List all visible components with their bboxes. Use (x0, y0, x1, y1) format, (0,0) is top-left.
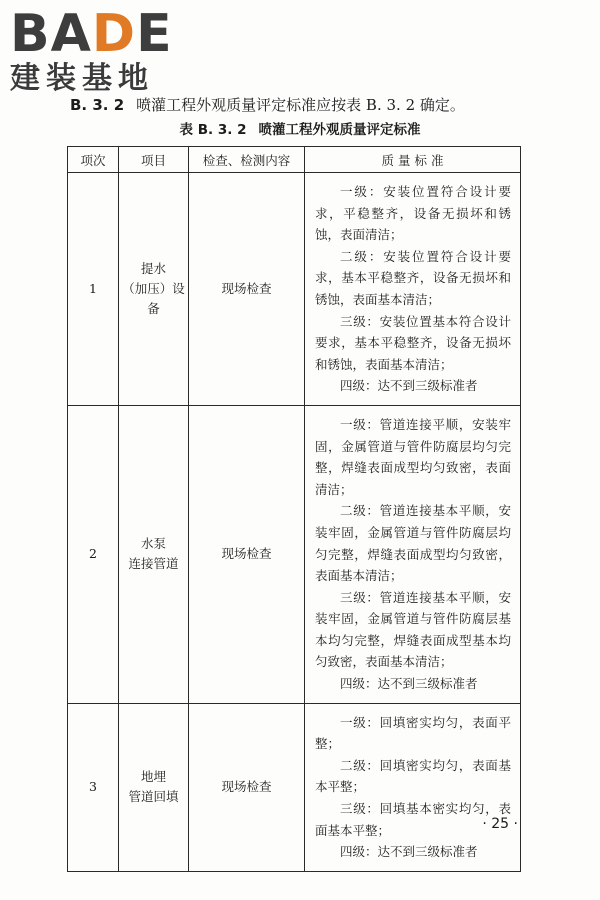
logo-wordmark: BADE (10, 4, 173, 64)
page-number: · 25 · (482, 816, 518, 832)
clause-text: 喷灌工程外观质量评定标准应按表 B. 3. 2 确定。 (136, 96, 465, 114)
row-item-line: 连接管道 (128, 556, 179, 572)
row-item-line: 管道回填 (128, 789, 179, 805)
standard-grade-1: 一级：回填密实均匀，表面平整； (315, 714, 511, 752)
row-index: 2 (68, 405, 119, 703)
standard-grade-4: 四级：达不到三级标准者 (340, 378, 478, 394)
row-item-line: 提水 (140, 260, 166, 276)
standard-grade-1: 一级：管道连接平顺，安装牢固，金属管道与管件防腐层均匀完整，焊缝表面成型均匀致密，表面清洁； (315, 416, 511, 497)
row-method: 现场检查 (189, 703, 305, 871)
row-index: 3 (68, 703, 119, 871)
standard-grade-2: 二级：回填密实均匀，表面基本平整； (315, 757, 511, 795)
standard-grade-3: 三级：管道连接基本平顺，安装牢固，金属管道与管件防腐层基本均匀完整，焊缝表面成型基本均匀致密，表面基本清洁； (315, 589, 511, 670)
standard-grade-4: 四级：达不到三级标准者 (340, 676, 478, 692)
logo-subtitle: 建装基地 (10, 61, 154, 96)
clause-paragraph (70, 95, 465, 115)
standard-grade-1: 一级：安装位置符合设计要求，平稳整齐，设备无损坏和锈蚀，表面清洁； (315, 184, 511, 243)
row-method: 现场检查 (189, 405, 305, 703)
row-item (119, 703, 189, 871)
row-standards (305, 703, 521, 871)
header-index: 项次 (68, 147, 119, 173)
header-item: 项目 (119, 147, 189, 173)
row-item-line: （加压）设备 (122, 280, 185, 316)
standard-grade-3: 三级：回填基本密实均匀，表面基本平整； (315, 801, 511, 838)
table-header-row (68, 147, 521, 173)
header-method: 检查、检测内容 (189, 147, 305, 173)
standard-grade-2: 二级：管道连接基本平顺，安装牢固，金属管道与管件防腐层均匀完整，焊缝表面成型均匀致密，表面基本清洁； (315, 503, 511, 584)
row-index: 1 (68, 173, 119, 406)
row-method: 现场检查 (189, 173, 305, 406)
row-item (119, 173, 189, 406)
table-caption (0, 120, 600, 140)
table-row (68, 173, 521, 406)
row-item (119, 405, 189, 703)
table-row (68, 405, 521, 703)
quality-standard-table (67, 146, 521, 872)
standard-grade-3: 三级：安装位置基本符合设计要求，基本平稳整齐，设备无损坏和锈蚀，表面基本清洁； (315, 313, 511, 372)
row-standards (305, 405, 521, 703)
table-caption-number: 表 B. 3. 2 (179, 122, 247, 138)
row-item-line: 水泵 (140, 536, 166, 552)
clause-number: B. 3. 2 (70, 96, 125, 114)
standard-grade-4: 四级：达不到三级标准者 (340, 844, 478, 860)
table-caption-title: 喷灌工程外观质量评定标准 (258, 122, 421, 138)
row-standards (305, 173, 521, 406)
row-item-line: 地埋 (140, 769, 166, 785)
table-row (68, 703, 521, 871)
header-standard: 质 量 标 准 (305, 147, 521, 173)
standard-grade-2: 二级：安装位置符合设计要求，基本平稳整齐，设备无损坏和锈蚀，表面基本清洁； (315, 248, 511, 307)
brand-logo (10, 4, 180, 96)
